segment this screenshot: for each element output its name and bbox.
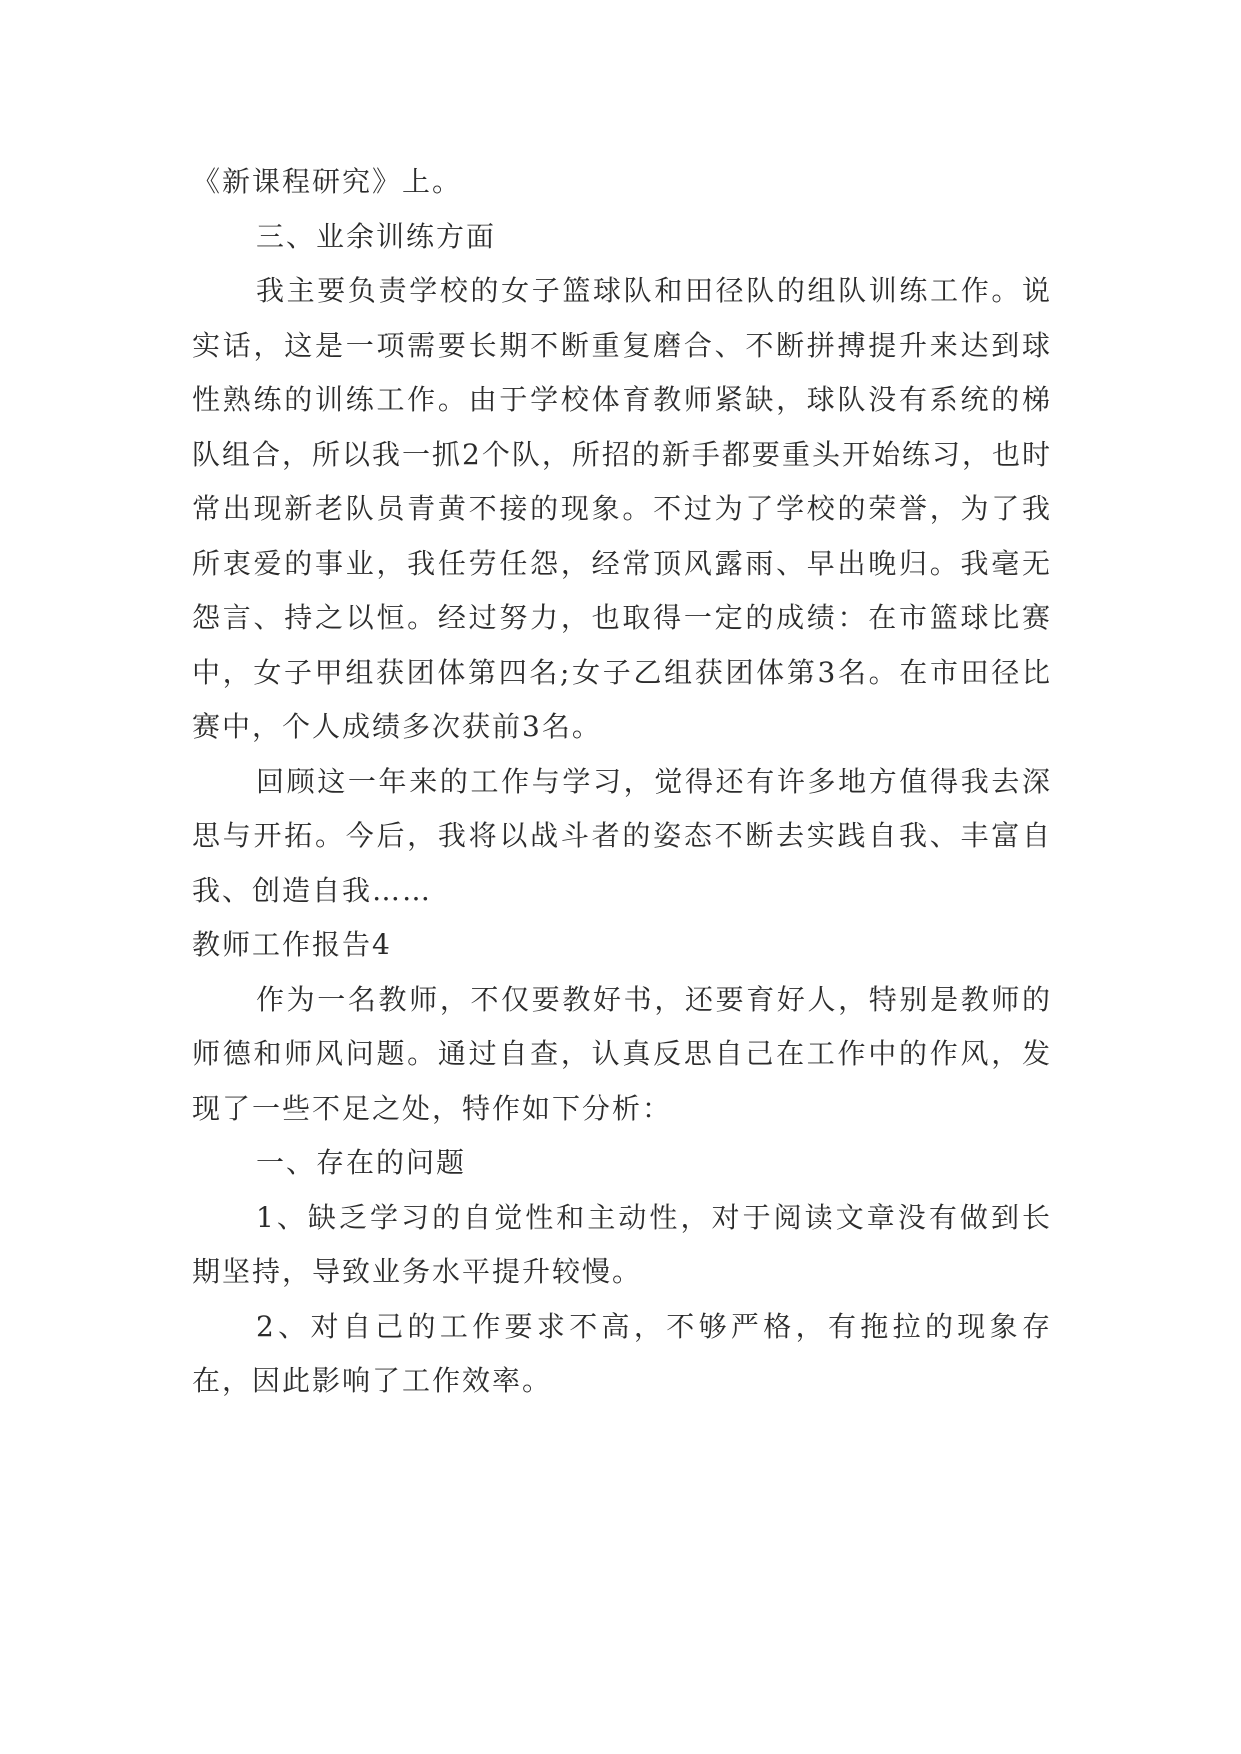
list-item-problem-2: 2、对自己的工作要求不高，不够严格，有拖拉的现象存在，因此影响了工作效率。: [192, 1309, 1052, 1397]
paragraph-continuation: 《新课程研究》上。: [192, 165, 463, 198]
paragraph-review: 回顾这一年来的工作与学习，觉得还有许多地方值得我去深思与开拓。今后，我将以战斗者的姿态不断去实践自我、丰富自我、创造自我……: [192, 764, 1052, 907]
section-heading-amateur-training: 三、业余训练方面: [256, 219, 497, 253]
document-body: [192, 155, 1052, 1409]
paragraph-intro: 作为一名教师，不仅要教好书，还要育好人，特别是教师的师德和师风问题。通过自查，认真反思自己在工作中的作风，发现了一些不足之处，特作如下分析：: [192, 982, 1052, 1125]
section-heading-problems: 一、存在的问题: [256, 1146, 467, 1179]
report-title: 教师工作报告4: [192, 928, 392, 961]
paragraph-training-work: 我主要负责学校的女子篮球队和田径队的组队训练工作。说实话，这是一项需要长期不断重复磨合、不断拼搏提升来达到球性熟练的训练工作。由于学校体育教师紧缺，球队没有系统的梯队组合，所以我一抓2个队，所招的新手都要重头开始练习，也时常出现新老队员青黄不接的现象。不过为了学校的荣誉，为了我所衷爱的事业，我任劳任怨，经常顶风露雨、早出晚归。我毫无怨言、持之以恒。经过努力，也取得一定的成绩：在市篮球比赛中，女子甲组获团体第四名;女子乙组获团体第3名。在市田径比赛中，个人成绩多次获前3名。: [192, 274, 1052, 743]
list-item-problem-1: 1、缺乏学习的自觉性和主动性，对于阅读文章没有做到长期坚持，导致业务水平提升较慢。: [192, 1200, 1052, 1288]
